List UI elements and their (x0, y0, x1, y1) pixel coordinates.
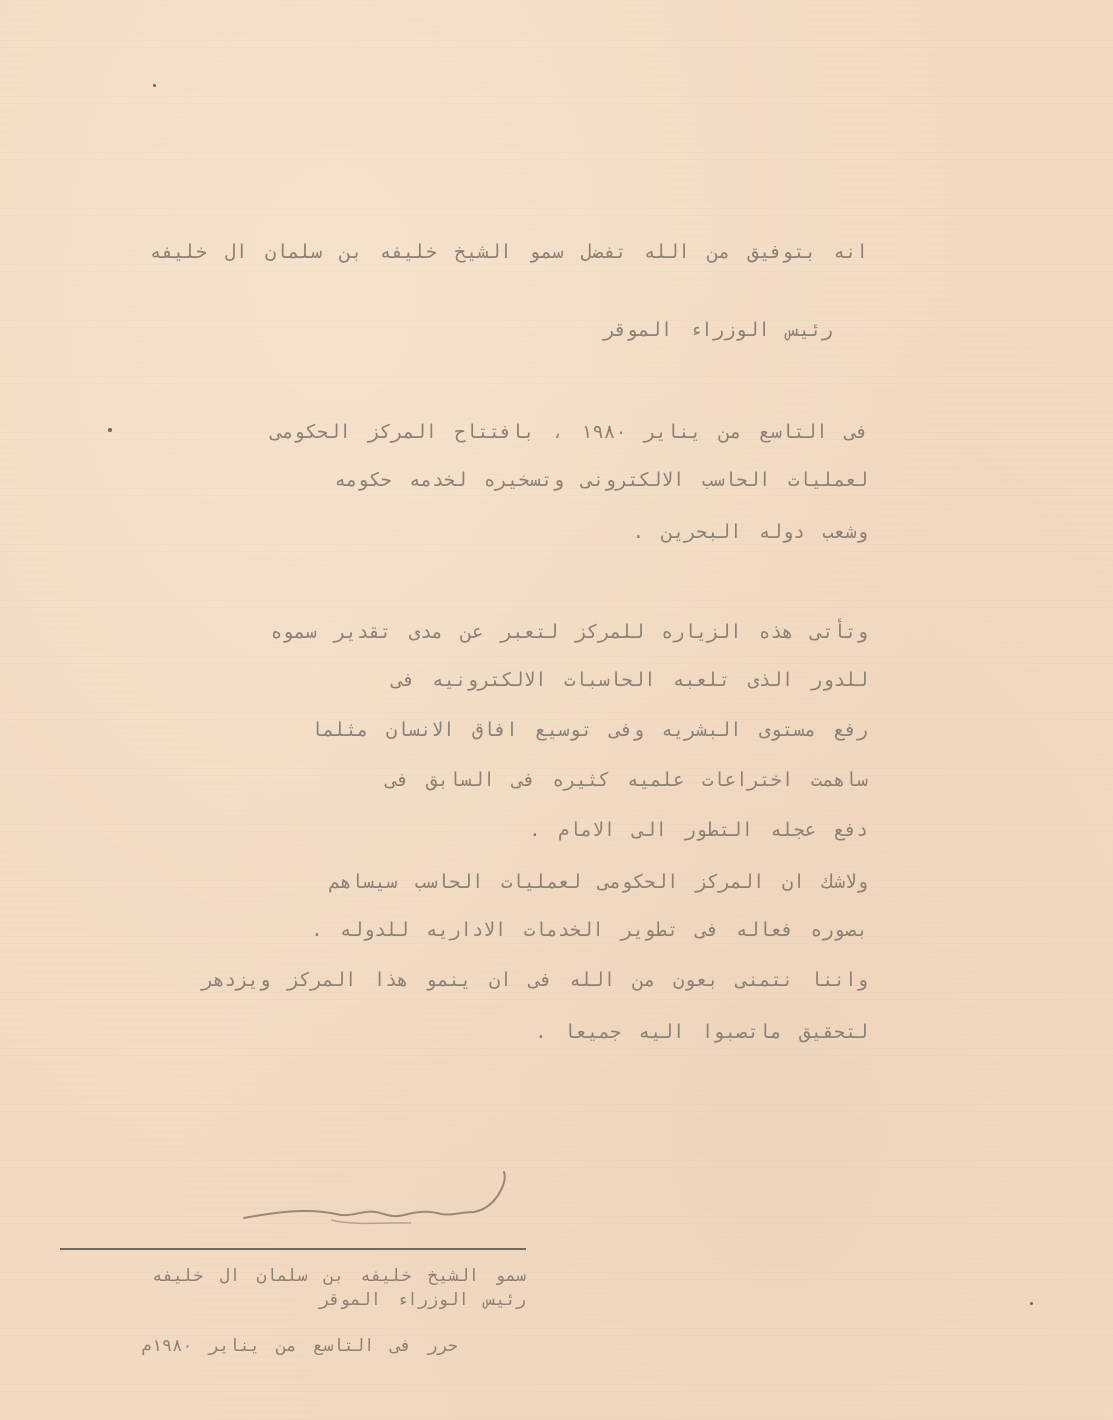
paragraph-line: ولاشك ان المركز الحكومى لعمليات الحاسب سيساهم (328, 871, 868, 893)
greeting-line-1: انه بتوفيق من الله تفضل سمو الشيخ خليفه بن سلمان ال خليفه (149, 241, 868, 263)
paragraph-line: دفع عجله التطور الى الامام . (529, 819, 868, 841)
paragraph-line: رفع مستوى البشريه وفى توسيع افاق الانسان مثلما (311, 719, 868, 741)
signatory-name: سمو الشيخ خليفه بن سلمان ال خليفه (152, 1266, 526, 1286)
signatory-title: رئيس الوزراء الموقر (319, 1290, 526, 1310)
paragraph-line: واننا نتمنى بعون من الله فى ان ينمو هذا المركز ويزدهر (201, 969, 868, 991)
signature-rule (60, 1248, 526, 1250)
paragraph-line: لتحقيق ماتصبوا اليه جميعا . (535, 1021, 868, 1043)
paper-speck (1030, 1302, 1033, 1305)
paper-speck (108, 428, 112, 432)
paragraph-line: فى التاسع من يناير ١٩٨٠ ، بافتتاح المركز الحكومى (270, 421, 868, 443)
paragraph-line: بصوره فعاله فى تطوير الخدمات الاداريه للدوله . (311, 919, 868, 941)
paragraph-line: ساهمت اختراعات علميه كثيره فى السابق فى (385, 769, 868, 791)
paragraph-line: وتأتى هذه الزياره للمركز لتعبر عن مدى تقدير سموه (270, 621, 868, 643)
greeting-line-2: رئيس الوزراء الموقر (603, 319, 833, 341)
paragraph-line: لعمليات الحاسب الالكترونى وتسخيره لخدمه حكومه (334, 469, 868, 491)
issue-date: حرر فى التاسع من يناير ١٩٨٠م (141, 1336, 458, 1356)
paragraph-line: للدور الذى تلعبه الحاسبات الالكترونيه فى (391, 669, 868, 691)
handwritten-signature (236, 1160, 536, 1240)
paper-speck (153, 84, 156, 87)
paragraph-line: وشعب دوله البحرين . (632, 521, 868, 543)
